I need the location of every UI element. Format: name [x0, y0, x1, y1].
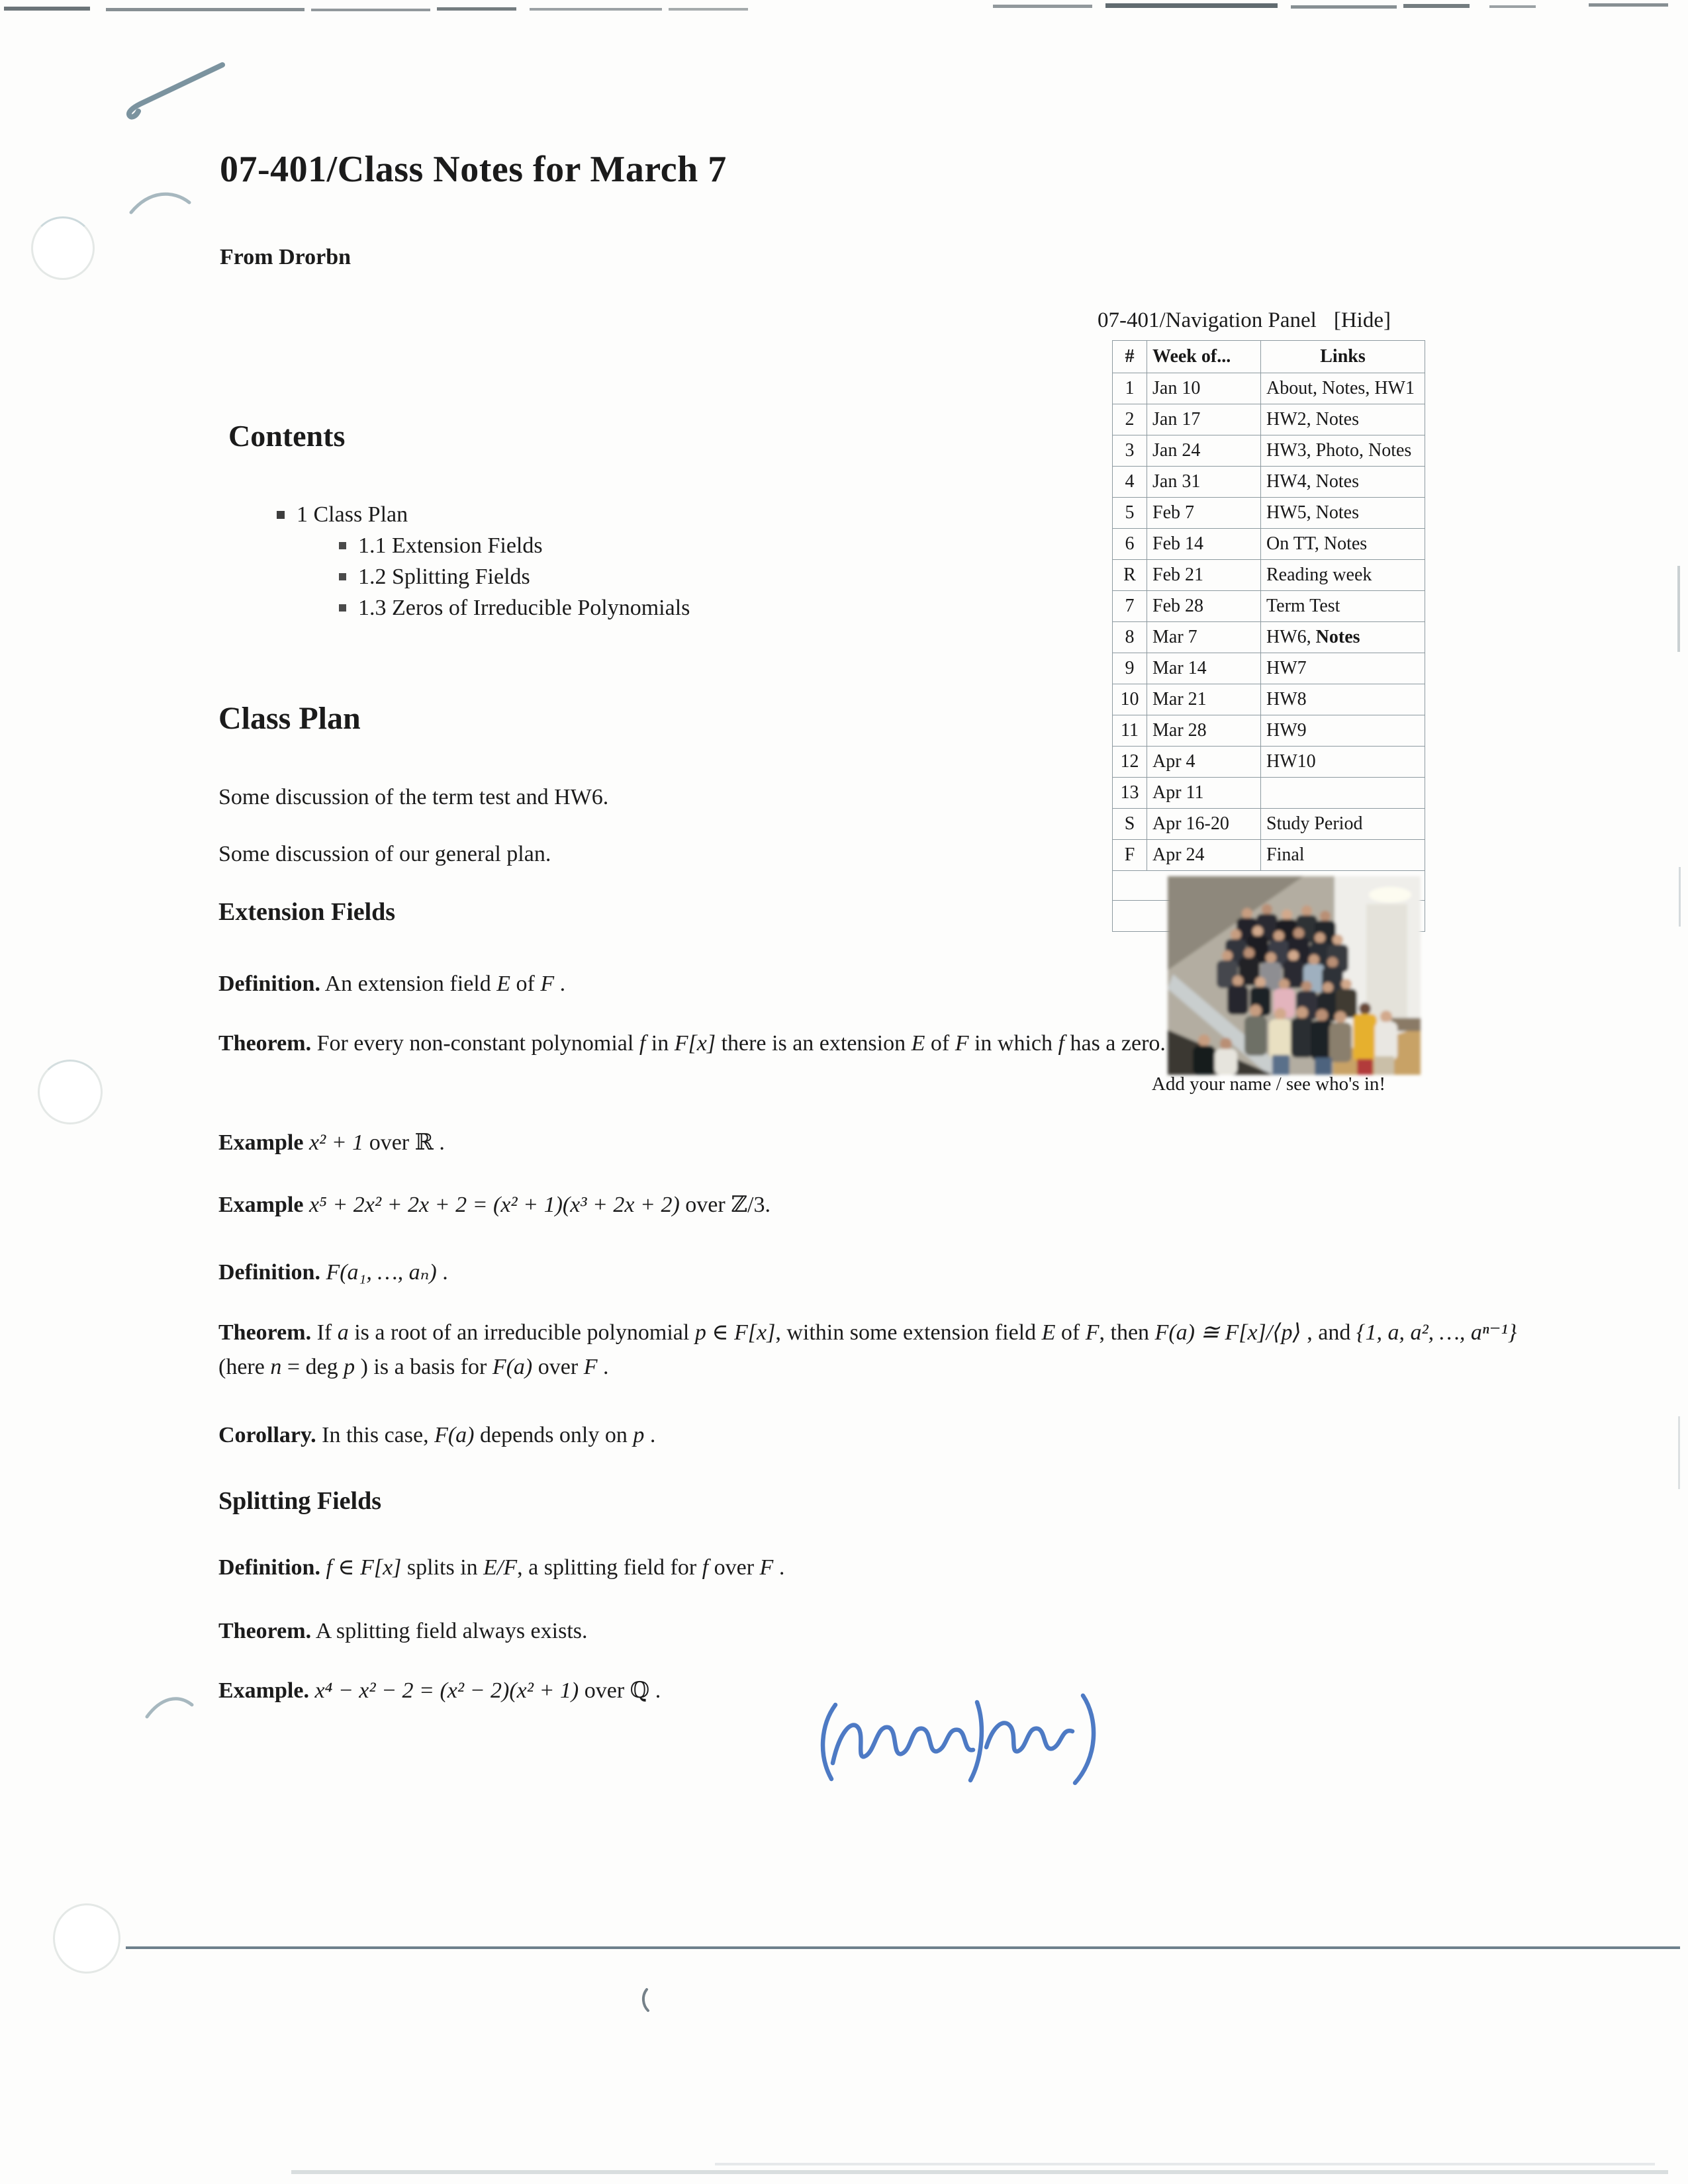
nav-table-row: [1113, 747, 1425, 778]
nav-table-row: [1113, 404, 1425, 435]
nav-panel-title-text: 07-401/Navigation Panel: [1098, 308, 1317, 332]
nav-table-row: [1113, 435, 1425, 467]
toc-item-label: 1.3 Zeros of Irreducible Polynomials: [358, 595, 690, 620]
toc-item: [277, 561, 690, 592]
nav-table-cell: S: [1113, 809, 1147, 840]
nav-table-cell: 8: [1113, 622, 1147, 653]
nav-table-cell: HW2, Notes: [1261, 404, 1425, 435]
nav-table-cell: HW6, Notes: [1261, 622, 1425, 653]
toc-item: [277, 530, 690, 561]
paragraph-theorem-extension: Theorem. For every non-constant polynomial f in F[x] there is an extension E of F in which f has a zero.: [218, 1031, 1166, 1056]
nav-table-cell: Mar 7: [1147, 622, 1261, 653]
paragraph-example-z3: Example x⁵ + 2x² + 2x + 2 = (x² + 1)(x³ + 2x + 2) over ℤ/3.: [218, 1193, 771, 1217]
nav-panel-table: [1112, 340, 1425, 1095]
nav-table-cell: 9: [1113, 653, 1147, 684]
column-header-links: Links: [1261, 341, 1425, 373]
paragraph-definition-extension-field: Definition. An extension field E of F .: [218, 972, 566, 996]
nav-table-row: [1113, 560, 1425, 591]
paragraph-theorem-root: Theorem. If a is a root of an irreducible polynomial p ∈ F[x], within some extension field E of F, then F(a) ≅ F[x]/⟨p⟩ , and {1, a, a², …, aⁿ⁻¹} (here n = deg p ) is a basis for F(a) over F .: [218, 1320, 1517, 1379]
nav-table-cell: HW5, Notes: [1261, 498, 1425, 529]
column-header-number: #: [1113, 341, 1147, 373]
photo-caption: Add your name / see who's in!: [1151, 1073, 1386, 1095]
toc-item: [277, 499, 690, 530]
section-heading-extension-fields: Extension Fields: [218, 898, 396, 926]
nav-table-cell: On TT, Notes: [1261, 529, 1425, 560]
bottom-rule: [126, 1946, 1680, 1949]
nav-table-cell: 1: [1113, 373, 1147, 404]
photo-cell: [1113, 871, 1425, 1095]
pen-stroke-top-left: [129, 65, 222, 117]
nav-table-cell: 3: [1113, 435, 1147, 467]
nav-table-cell: 6: [1113, 529, 1147, 560]
nav-table-cell: 4: [1113, 467, 1147, 498]
toc-item: [277, 592, 690, 623]
section-heading-class-plan: Class Plan: [218, 701, 361, 736]
byline: From Drorbn: [220, 245, 352, 269]
toc-item-label: 1 Class Plan: [297, 502, 408, 527]
class-group-photo: [1168, 876, 1421, 1075]
contents-heading: Contents: [228, 419, 346, 453]
nav-table-cell: Feb 21: [1147, 560, 1261, 591]
table-of-contents: [277, 499, 690, 623]
nav-table-row: [1113, 715, 1425, 747]
nav-table-cell: 12: [1113, 747, 1147, 778]
bullet-square-icon: [339, 542, 346, 549]
nav-table-row: [1113, 498, 1425, 529]
page-title: 07-401/Class Notes for March 7: [220, 149, 727, 190]
nav-table-row: [1113, 653, 1425, 684]
nav-table-row: [1113, 529, 1425, 560]
bullet-square-icon: [339, 573, 346, 580]
paragraph-theorem-splitting-exists: Theorem. A splitting field always exists.: [218, 1619, 588, 1643]
hole-punch: [31, 216, 95, 280]
nav-table-cell: 11: [1113, 715, 1147, 747]
nav-table-cell: Feb 7: [1147, 498, 1261, 529]
nav-table-cell: 13: [1113, 778, 1147, 809]
stray-mark: [643, 1989, 648, 2011]
nav-table-cell: Mar 21: [1147, 684, 1261, 715]
nav-table-row: [1113, 622, 1425, 653]
hide-link: [Hide]: [1333, 308, 1391, 332]
toc-item-label: 1.1 Extension Fields: [358, 533, 543, 558]
paragraph-example-reals: Example x² + 1 over ℝ .: [218, 1130, 445, 1155]
toc-item-label: 1.2 Splitting Fields: [358, 564, 530, 589]
bullet-square-icon: [277, 511, 285, 519]
nav-table-cell: Apr 24: [1147, 840, 1261, 871]
nav-panel-title: [1098, 308, 1391, 333]
bullet-square-icon: [339, 604, 346, 612]
nav-table-row: [1113, 684, 1425, 715]
nav-table-cell: Apr 16-20: [1147, 809, 1261, 840]
nav-table-cell: Reading week: [1261, 560, 1425, 591]
column-header-week: Week of...: [1147, 341, 1261, 373]
nav-table-row: [1113, 778, 1425, 809]
nav-table-cell: Final: [1261, 840, 1425, 871]
scan-smudge: [291, 2170, 1668, 2174]
nav-table-cell: Study Period: [1261, 809, 1425, 840]
paragraph-corollary: Corollary. In this case, F(a) depends only on p .: [218, 1423, 656, 1447]
nav-table-cell: Apr 11: [1147, 778, 1261, 809]
scan-edge-marks: [4, 3, 1668, 11]
nav-table-cell: Apr 4: [1147, 747, 1261, 778]
handwritten-annotation: [823, 1696, 1094, 1783]
nav-table-cell: R: [1113, 560, 1147, 591]
pencil-curve-example: [147, 1699, 192, 1717]
nav-table-cell: About, Notes, HW1: [1261, 373, 1425, 404]
nav-table-cell: 10: [1113, 684, 1147, 715]
nav-table-cell: 5: [1113, 498, 1147, 529]
nav-table-cell: Jan 17: [1147, 404, 1261, 435]
nav-table-cell: Jan 31: [1147, 467, 1261, 498]
hole-punch: [53, 1903, 120, 1974]
nav-table-cell: F: [1113, 840, 1147, 871]
nav-table-row: [1113, 467, 1425, 498]
nav-table-cell: Mar 28: [1147, 715, 1261, 747]
nav-table-cell: HW9: [1261, 715, 1425, 747]
nav-table-cell: Jan 10: [1147, 373, 1261, 404]
nav-table-header-row: [1113, 341, 1425, 373]
section-heading-splitting-fields: Splitting Fields: [218, 1487, 381, 1515]
scan-smudge: [715, 2163, 1655, 2165]
paragraph-term-test: Some discussion of the term test and HW6.: [218, 785, 609, 809]
nav-table-cell: HW10: [1261, 747, 1425, 778]
nav-table-cell: 2: [1113, 404, 1147, 435]
nav-table-row: [1113, 840, 1425, 871]
paragraph-general-plan: Some discussion of our general plan.: [218, 842, 551, 866]
photo-row: [1113, 871, 1425, 901]
nav-table-cell: 7: [1113, 591, 1147, 622]
nav-table-cell: HW8: [1261, 684, 1425, 715]
paragraph-example-rationals: Example. x⁴ − x² − 2 = (x² − 2)(x² + 1) over ℚ .: [218, 1678, 661, 1703]
nav-table-cell: HW7: [1261, 653, 1425, 684]
nav-table-cell: Jan 24: [1147, 435, 1261, 467]
nav-table-cell: HW3, Photo, Notes: [1261, 435, 1425, 467]
scan-right-edge-marks: [1677, 566, 1681, 1489]
nav-table-cell: Feb 14: [1147, 529, 1261, 560]
nav-table-row: [1113, 591, 1425, 622]
nav-table-row: [1113, 373, 1425, 404]
nav-table-cell: Mar 14: [1147, 653, 1261, 684]
nav-table-cell: HW4, Notes: [1261, 467, 1425, 498]
pencil-curve-title: [131, 194, 189, 212]
nav-table-row: [1113, 809, 1425, 840]
nav-table-cell: Feb 28: [1147, 591, 1261, 622]
paragraph-definition-splits: Definition. f ∈ F[x] splits in E/F, a splitting field for f over F .: [218, 1555, 785, 1580]
paragraph-definition-adjoin: Definition. F(a₁, …, aₙ) .: [218, 1260, 448, 1285]
nav-table-cell: Term Test: [1261, 591, 1425, 622]
nav-table-cell: [1261, 778, 1425, 809]
hole-punch: [38, 1060, 103, 1124]
